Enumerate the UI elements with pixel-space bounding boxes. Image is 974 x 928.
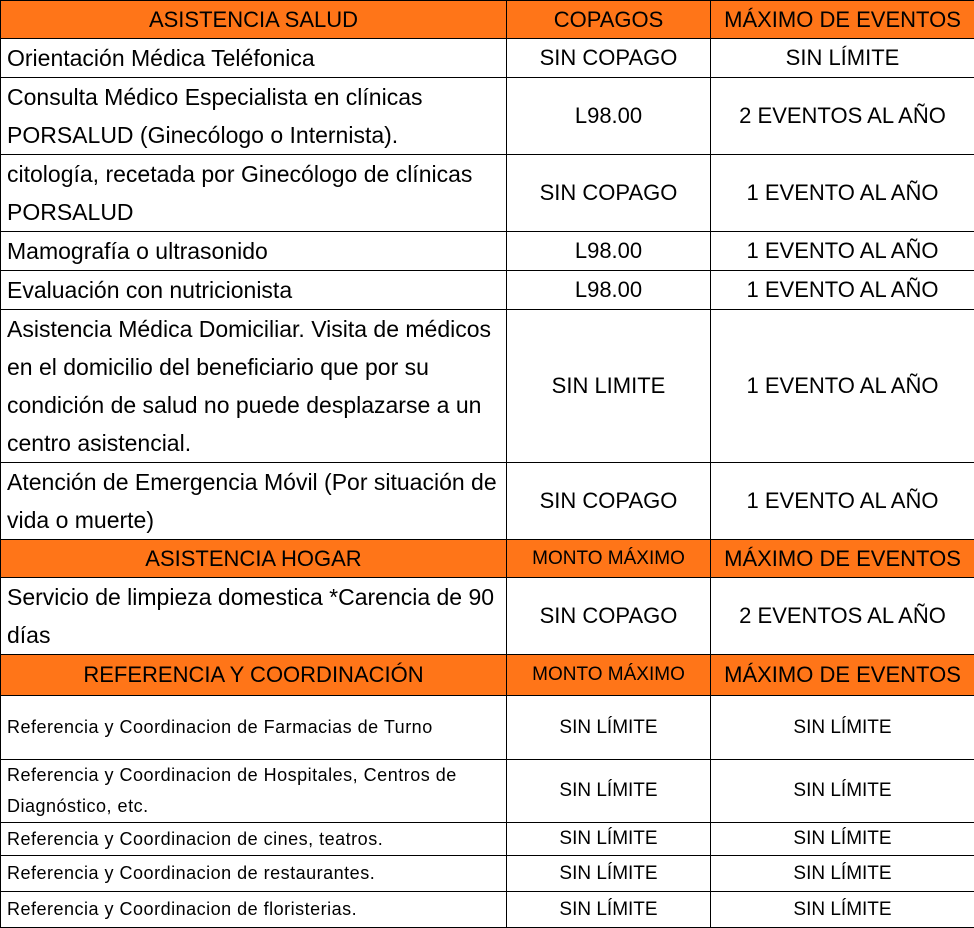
max-events-value: SIN LÍMITE [711,856,974,892]
column-header-monto-maximo: MONTO MÁXIMO [507,540,711,578]
monto-value: SIN LÍMITE [507,823,711,856]
benefit-description: Referencia y Coordinacion de cines, teatros. [1,823,507,856]
column-header-copagos: COPAGOS [507,1,711,39]
table-row [1,463,974,540]
benefit-description: Evaluación con nutricionista [1,271,507,310]
benefit-description: Referencia y Coordinacion de restaurantes. [1,856,507,892]
section-header-salud [1,1,974,39]
table-row [1,856,974,892]
benefit-description: Referencia y Coordinacion de Hospitales, Centros de Diagnóstico, etc. [1,760,507,823]
column-header-max-eventos: MÁXIMO DE EVENTOS [711,540,974,578]
section-title: ASISTENCIA SALUD [1,1,507,39]
section-title: ASISTENCIA HOGAR [1,540,507,578]
table-row [1,892,974,928]
benefit-description: Referencia y Coordinacion de floristerias. [1,892,507,928]
column-header-max-eventos: MÁXIMO DE EVENTOS [711,655,974,696]
copago-value: SIN COPAGO [507,155,711,232]
benefit-description: citología, recetada por Ginecólogo de clínicas PORSALUD [1,155,507,232]
max-events-value: 1 EVENTO AL AÑO [711,463,974,540]
table-row [1,39,974,78]
max-events-value: 1 EVENTO AL AÑO [711,155,974,232]
table-row [1,696,974,760]
max-events-value: SIN LÍMITE [711,760,974,823]
monto-value: SIN LÍMITE [507,760,711,823]
benefit-description: Servicio de limpieza domestica *Carencia de 90 días [1,578,507,655]
table-row [1,760,974,823]
table-row [1,310,974,463]
section-title: REFERENCIA Y COORDINACIÓN [1,655,507,696]
copago-value: L98.00 [507,78,711,155]
monto-value: SIN LÍMITE [507,856,711,892]
benefit-description: Mamografía o ultrasonido [1,232,507,271]
table-row [1,578,974,655]
copago-value: SIN LIMITE [507,310,711,463]
section-header-hogar [1,540,974,578]
benefit-description: Asistencia Médica Domiciliar. Visita de médicos en el domicilio del beneficiario que por su condición de salud no puede desplazarse a un centro asistencial. [1,310,507,463]
table-row [1,78,974,155]
section-header-referencia [1,655,974,696]
max-events-value: 2 EVENTOS AL AÑO [711,78,974,155]
column-header-max-eventos: MÁXIMO DE EVENTOS [711,1,974,39]
benefit-description: Referencia y Coordinacion de Farmacias de Turno [1,696,507,760]
table-row [1,232,974,271]
max-events-value: SIN LÍMITE [711,39,974,78]
copago-value: L98.00 [507,271,711,310]
benefit-description: Orientación Médica Teléfonica [1,39,507,78]
table-row [1,155,974,232]
table-row [1,823,974,856]
max-events-value: 1 EVENTO AL AÑO [711,232,974,271]
monto-value: SIN LÍMITE [507,696,711,760]
copago-value: SIN COPAGO [507,39,711,78]
max-events-value: SIN LÍMITE [711,696,974,760]
max-events-value: 2 EVENTOS AL AÑO [711,578,974,655]
max-events-value: 1 EVENTO AL AÑO [711,310,974,463]
benefit-description: Atención de Emergencia Móvil (Por situación de vida o muerte) [1,463,507,540]
column-header-monto-maximo: MONTO MÁXIMO [507,655,711,696]
copago-value: SIN COPAGO [507,463,711,540]
table-row [1,271,974,310]
max-events-value: SIN LÍMITE [711,892,974,928]
benefit-description: Consulta Médico Especialista en clínicas PORSALUD (Ginecólogo o Internista). [1,78,507,155]
copago-value: SIN COPAGO [507,578,711,655]
copago-value: L98.00 [507,232,711,271]
max-events-value: SIN LÍMITE [711,823,974,856]
monto-value: SIN LÍMITE [507,892,711,928]
max-events-value: 1 EVENTO AL AÑO [711,271,974,310]
